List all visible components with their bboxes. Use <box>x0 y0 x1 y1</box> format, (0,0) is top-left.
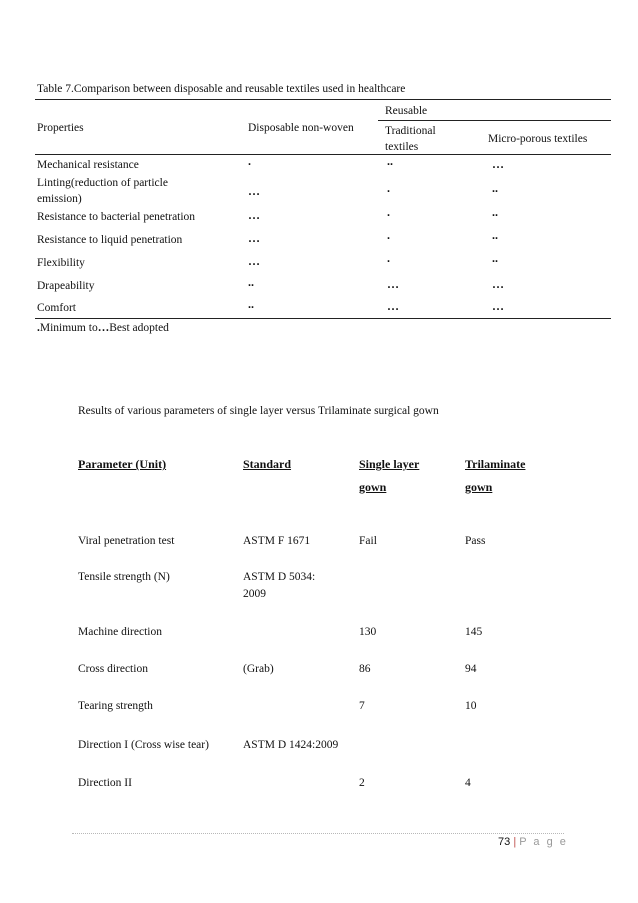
table7-cell-traditional: .. <box>387 154 393 168</box>
table7-cell-traditional: … <box>387 299 399 313</box>
gown-header-trilaminate-line2: gown <box>465 480 493 494</box>
gown-cell-single: 130 <box>359 626 377 638</box>
gown-cell-standard: ASTM D 5034: <box>243 571 316 583</box>
page-separator: | <box>513 836 517 848</box>
table7-cell-disposable: . <box>248 154 251 168</box>
gown-cell-parameter: Viral penetration test <box>78 535 175 547</box>
table7-cell-disposable: .. <box>248 275 254 289</box>
table7-cell-microporous: … <box>492 277 504 291</box>
gown-cell-single: Fail <box>359 535 377 547</box>
table7-cell-property: Mechanical resistance <box>37 159 139 171</box>
gown-header-parameter: Parameter (Unit) <box>78 457 167 471</box>
gown-cell-parameter: Cross direction <box>78 663 148 675</box>
gown-cell-single: 2 <box>359 777 365 789</box>
page-number <box>498 836 568 848</box>
table7-cell-property: Resistance to bacterial penetration <box>37 211 196 223</box>
table7-footnote <box>37 322 169 334</box>
table7-caption: Table 7.Comparison between disposable and reusable textiles used in healthcare <box>37 83 406 95</box>
table7-cell-microporous: … <box>492 157 504 171</box>
footer-divider <box>72 833 564 834</box>
gown-cell-parameter: Direction II <box>78 777 132 789</box>
table7-cell-disposable: … <box>248 254 260 268</box>
table7-cell-property: Flexibility <box>37 257 85 269</box>
gown-cell-parameter: Tearing strength <box>78 700 153 712</box>
table7-header-properties: Properties <box>37 122 84 134</box>
gown-header-trilaminate-line1: Trilaminate <box>465 457 526 471</box>
gown-cell-standard: ASTM D 1424:2009 <box>243 739 339 751</box>
table7-cell-disposable: … <box>248 231 260 245</box>
table7-header-rule <box>35 154 611 155</box>
best-label: Best adopted <box>109 322 169 334</box>
table7-top-rule <box>35 99 611 100</box>
gown-table-caption: Results of various parameters of single layer versus Trilaminate surgical gown <box>78 405 439 417</box>
gown-cell-trilaminate: Pass <box>465 535 486 547</box>
table7-header-traditional-line2: textiles <box>385 141 419 153</box>
page-number-value: 73 <box>498 836 511 848</box>
gown-cell-parameter: Machine direction <box>78 626 162 638</box>
gown-cell-trilaminate: 4 <box>465 777 471 789</box>
table7-cell-disposable: … <box>248 208 260 222</box>
gown-cell-trilaminate: 145 <box>465 626 483 638</box>
table7-cell-property: Comfort <box>37 302 76 314</box>
gown-cell-single: 86 <box>359 663 371 675</box>
best-mark: … <box>97 322 110 334</box>
table7-header-microporous: Micro-porous textiles <box>488 133 588 145</box>
table7-cell-property: emission) <box>37 193 82 205</box>
table7-cell-property: Linting(reduction of particle <box>37 177 168 189</box>
gown-header-standard: Standard <box>243 457 292 471</box>
gown-cell-parameter: Tensile strength (N) <box>78 571 170 583</box>
table7-cell-disposable: … <box>248 184 260 198</box>
gown-cell-standard: ASTM F 1671 <box>243 535 311 547</box>
table7-cell-traditional: . <box>387 205 390 219</box>
table7-cell-property: Resistance to liquid penetration <box>37 234 183 246</box>
table7-cell-microporous: .. <box>492 205 498 219</box>
gown-cell-standard: (Grab) <box>243 663 274 675</box>
gown-cell-single: 7 <box>359 700 365 712</box>
gown-cell-standard: 2009 <box>243 588 266 600</box>
table7-cell-traditional: . <box>387 251 390 265</box>
table7-cell-microporous: .. <box>492 181 498 195</box>
table7-cell-disposable: .. <box>248 297 254 311</box>
table7-cell-traditional: . <box>387 228 390 242</box>
table7-cell-microporous: .. <box>492 251 498 265</box>
table7-cell-traditional: … <box>387 277 399 291</box>
table7-reusable-rule <box>378 120 611 121</box>
table7-bottom-rule <box>35 318 611 319</box>
table7-header-disposable: Disposable non-woven <box>248 122 354 134</box>
gown-cell-parameter: Direction I (Cross wise tear) <box>78 739 209 751</box>
table7-cell-microporous: … <box>492 299 504 313</box>
table7-cell-microporous: .. <box>492 228 498 242</box>
minimum-mark: . <box>37 322 40 334</box>
gown-header-single-line2: gown <box>359 480 387 494</box>
table7-cell-traditional: . <box>387 181 390 195</box>
gown-cell-trilaminate: 10 <box>465 700 477 712</box>
gown-cell-trilaminate: 94 <box>465 663 477 675</box>
table7-cell-property: Drapeability <box>37 280 95 292</box>
minimum-label: Minimum to <box>39 322 98 334</box>
table7-header-reusable: Reusable <box>385 105 428 117</box>
gown-header-single-line1: Single layer <box>359 457 420 471</box>
page-label: P a g e <box>519 836 568 848</box>
table7-header-traditional-line1: Traditional <box>385 125 436 137</box>
